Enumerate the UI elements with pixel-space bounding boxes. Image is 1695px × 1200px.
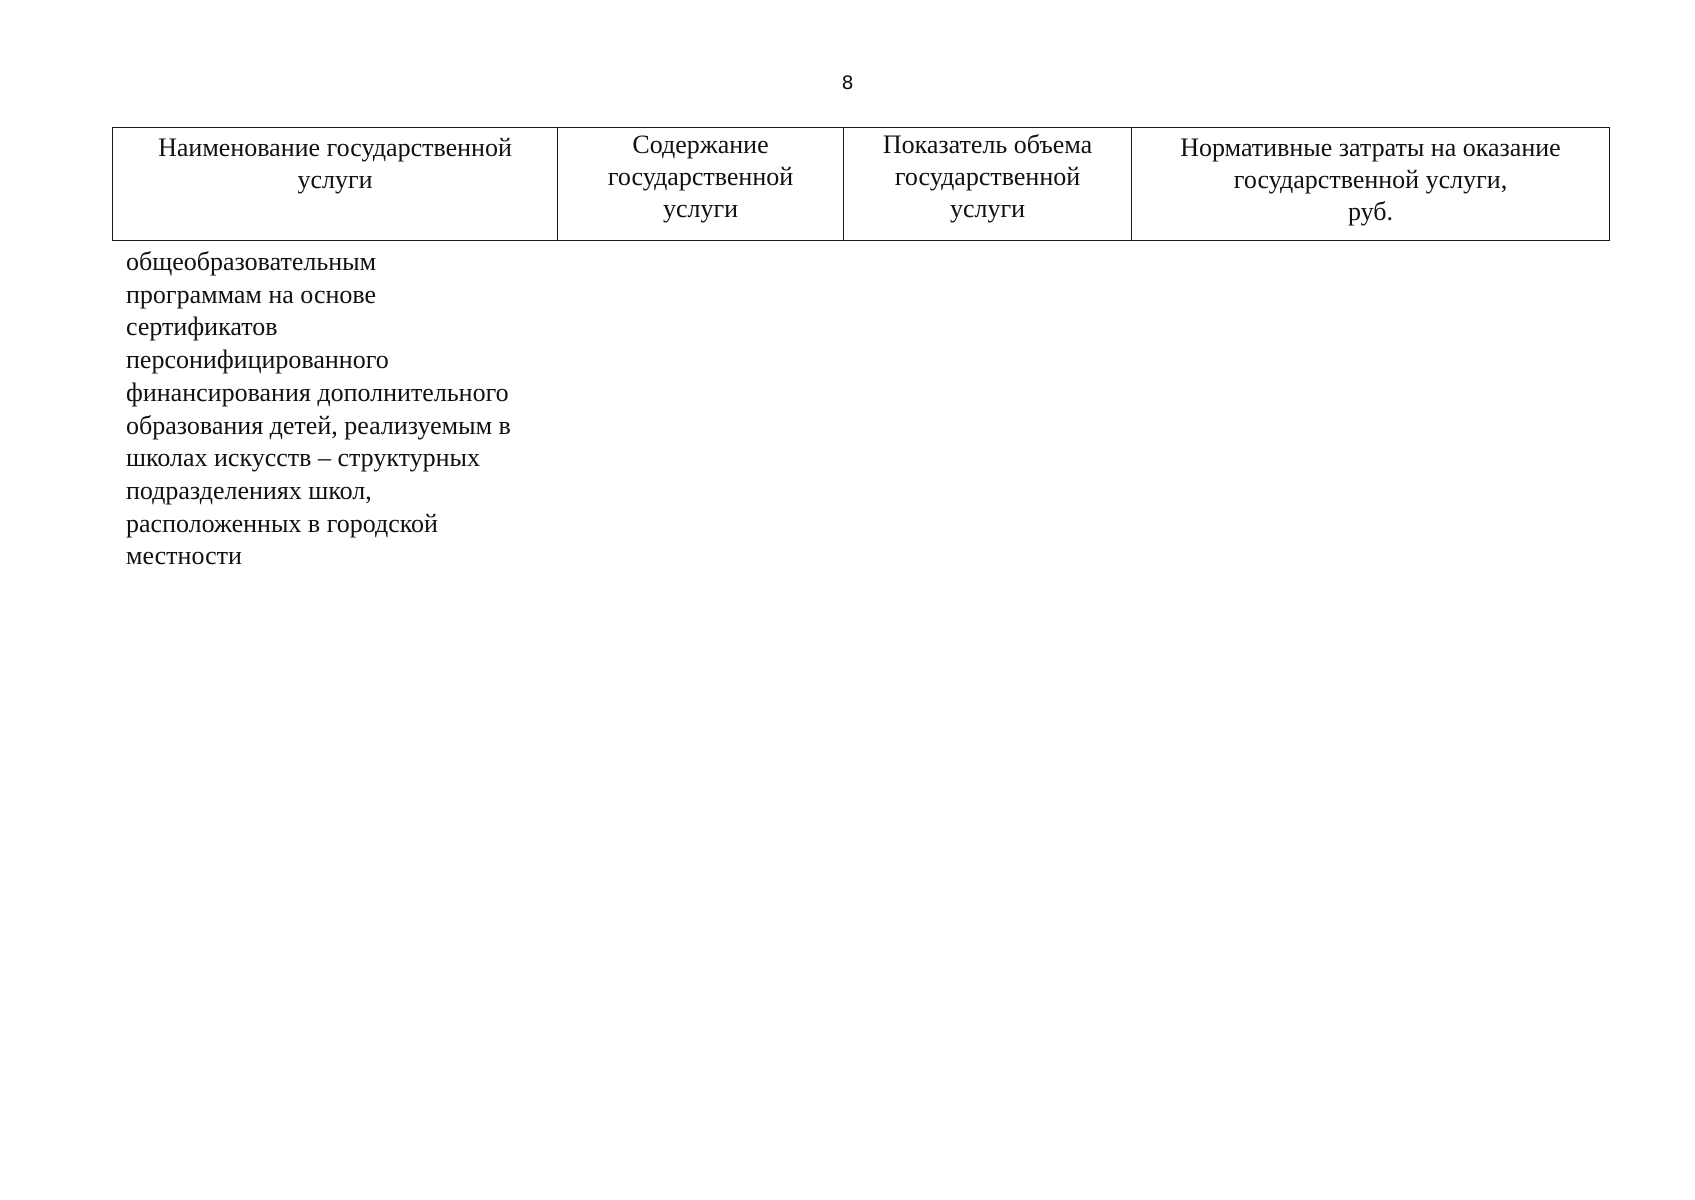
services-table-header [112, 127, 1610, 241]
text-line: школах искусств – структурных [126, 443, 481, 473]
text-line: финансирования дополнительного [126, 377, 509, 407]
header-line: услуги [297, 165, 373, 194]
column-header-service-content [558, 128, 844, 241]
column-header-service-name [113, 128, 558, 241]
column-header-volume-indicator [844, 128, 1132, 241]
text-line: расположенных в городской [126, 508, 438, 538]
header-line: государственной услуги, [1233, 165, 1508, 194]
header-line: Содержание [632, 130, 769, 159]
table-header-row [113, 128, 1610, 241]
header-line: Показатель объема [882, 130, 1093, 159]
header-line: Нормативные затраты на оказание [1180, 133, 1561, 162]
service-name-continuation [126, 246, 566, 573]
header-line: государственной [607, 162, 794, 191]
header-line: услуги [662, 194, 739, 223]
header-line: руб. [1347, 197, 1394, 226]
text-line: общеобразовательным [126, 247, 377, 276]
text-line: подразделениях школ, [126, 475, 372, 505]
text-line: образования детей, реализуемым в [126, 410, 511, 440]
page-number: 8 [841, 72, 854, 94]
text-line: местности [126, 541, 242, 571]
text-line: сертификатов [126, 312, 278, 342]
header-line: государственной [894, 162, 1081, 191]
header-line: Наименование государственной [158, 133, 512, 162]
column-header-normative-costs [1132, 128, 1610, 241]
text-line: персонифицированного [126, 345, 389, 375]
header-line: услуги [949, 194, 1026, 223]
text-line: программам на основе [126, 279, 377, 309]
